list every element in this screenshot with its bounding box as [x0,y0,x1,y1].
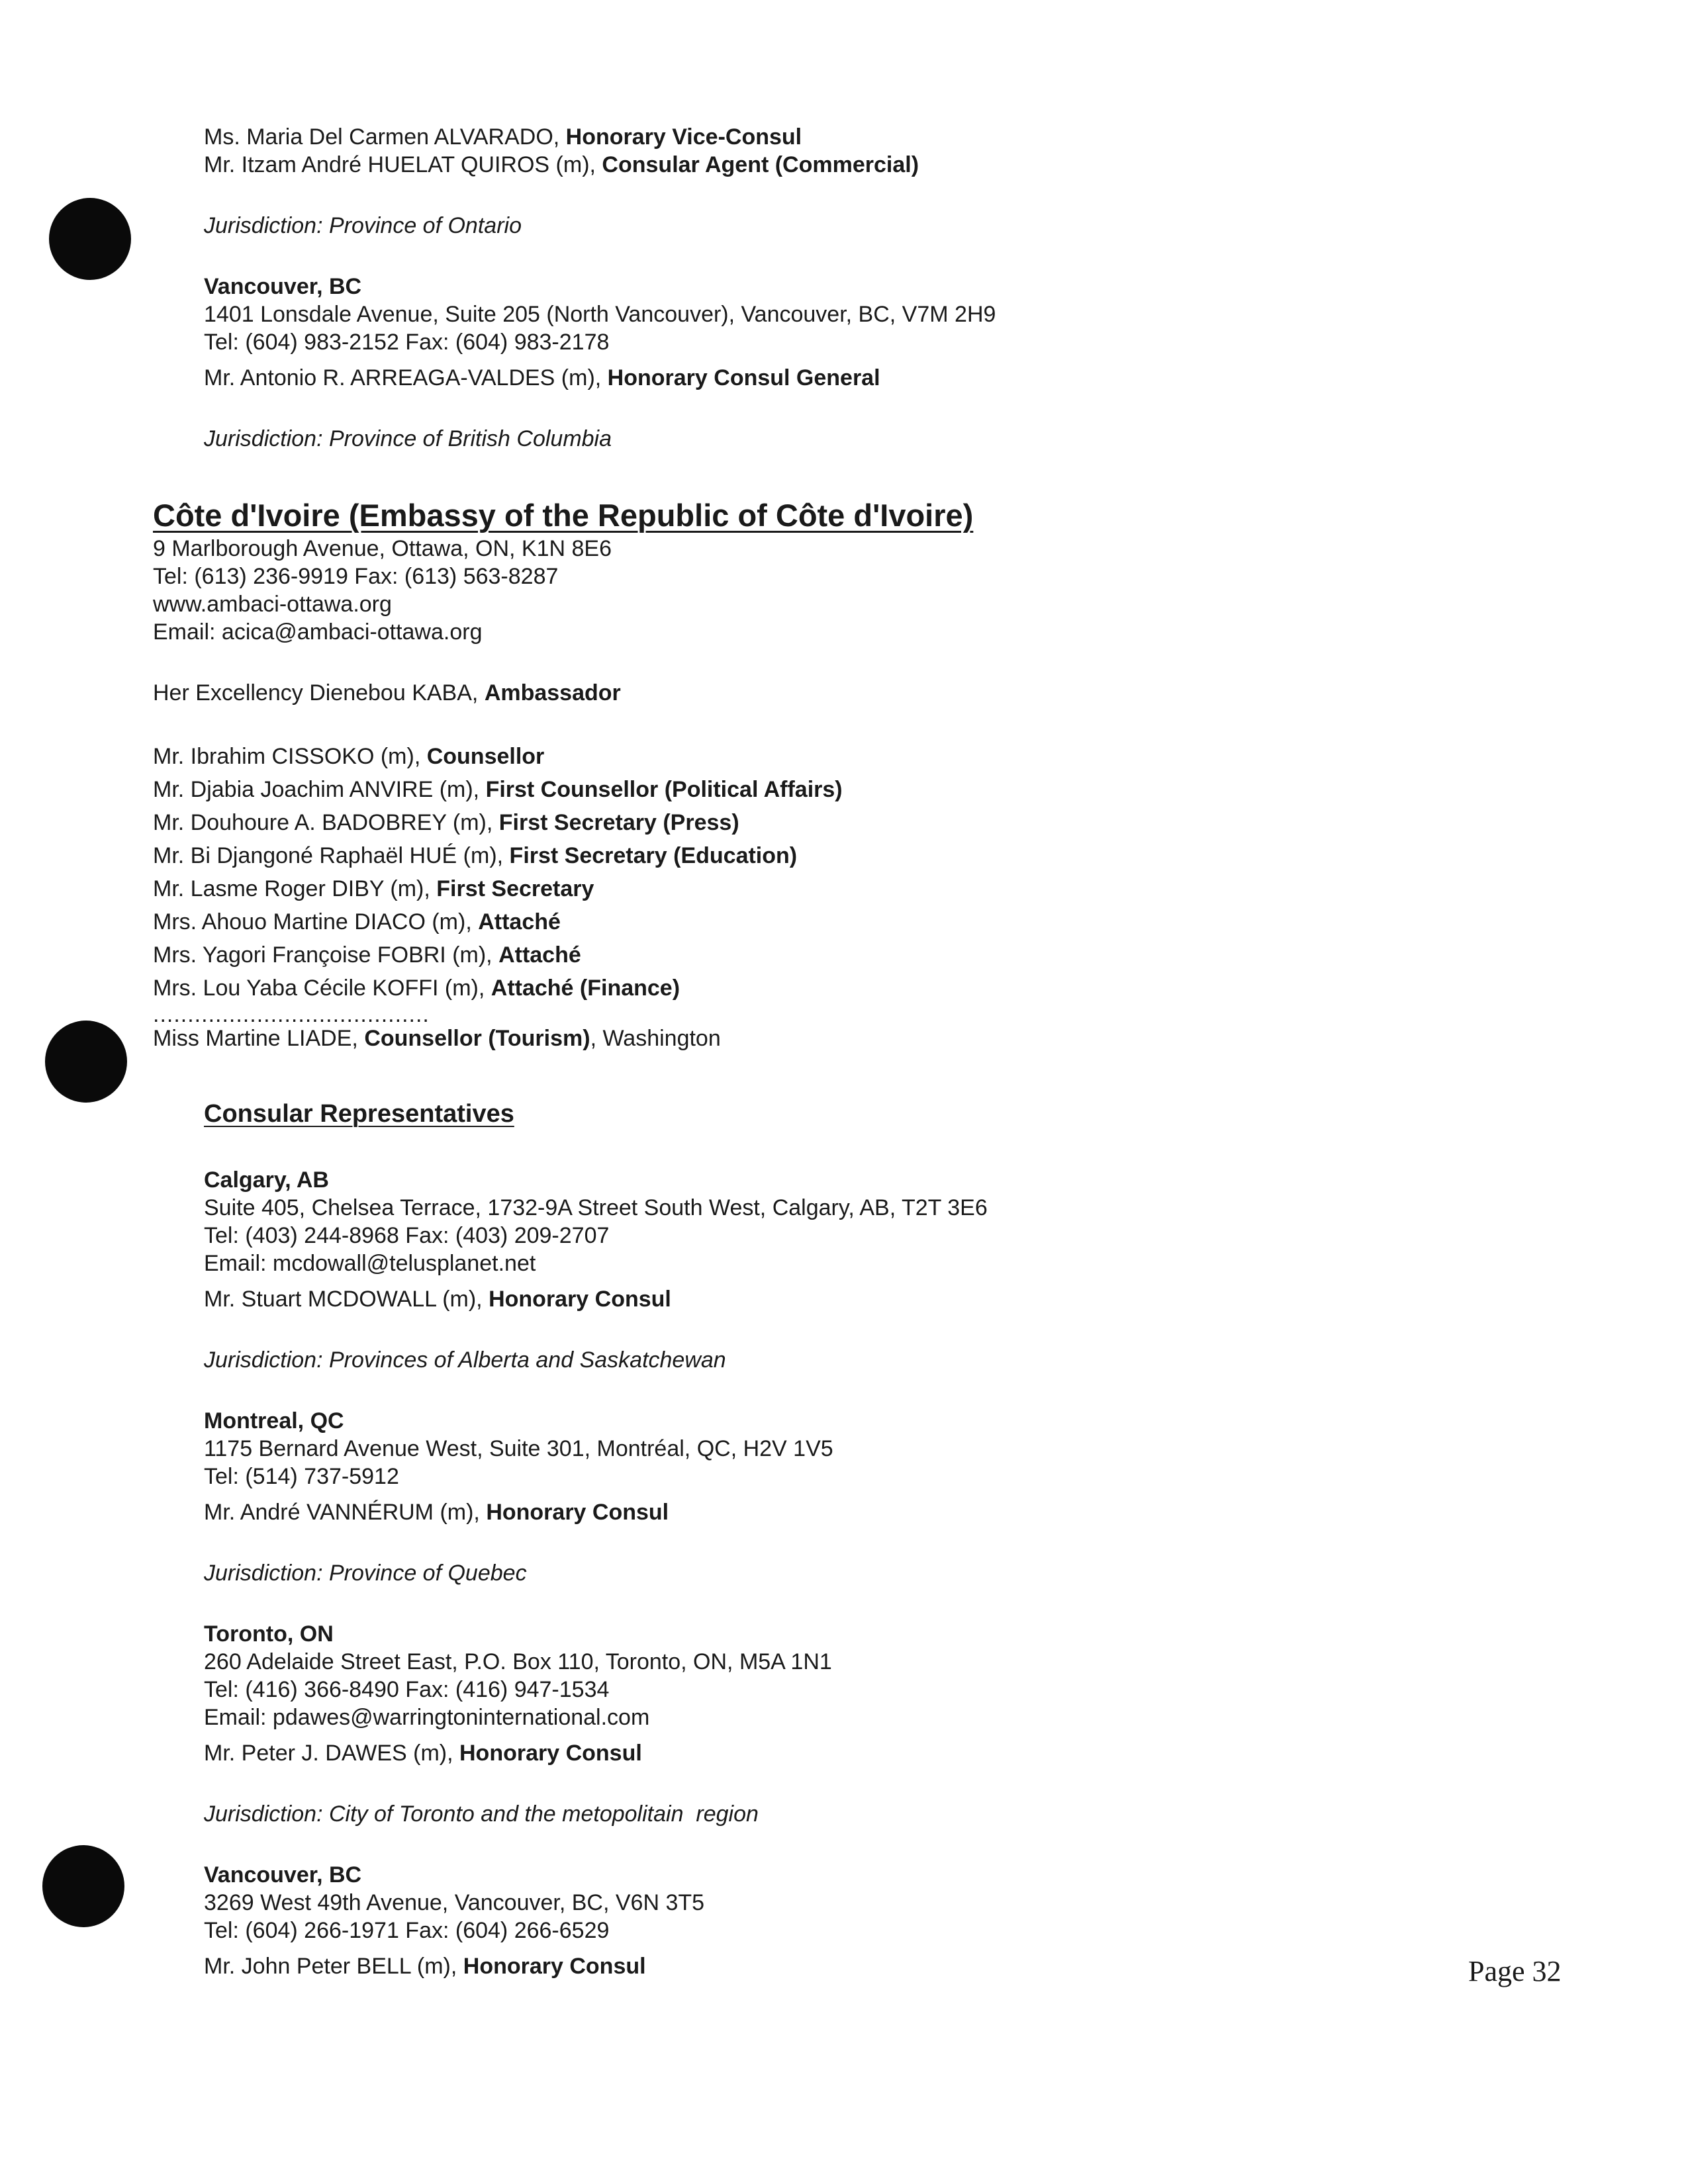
staff-entry: Mr. Bi Djangoné Raphaël HUÉ (m), First Secretary (Education) [153,843,798,868]
consulate-address: Suite 405, Chelsea Terrace, 1732-9A Street South West, Calgary, AB, T2T 3E6 [204,1195,988,1220]
consular-heading: Consular Representatives [204,1100,514,1128]
embassy-phone: Tel: (613) 236-9919 Fax: (613) 563-8287 [153,564,559,589]
punch-hole-icon [42,1845,124,1927]
country-heading: Côte d'Ivoire (Embassy of the Republic of Côte d'Ivoire) [153,498,974,533]
punch-hole-icon [45,1021,127,1103]
jurisdiction: Jurisdiction: Provinces of Alberta and Saskatchewan [204,1347,726,1373]
consulate-city: Calgary, AB [204,1167,329,1193]
consulate-email: Email: mcdowall@telusplanet.net [204,1251,536,1276]
staff-entry: Mr. Djabia Joachim ANVIRE (m), First Counsellor (Political Affairs) [153,777,843,802]
staff-entry: Ms. Maria Del Carmen ALVARADO, Honorary Vice-Consul [204,124,802,150]
embassy-address: 9 Marlborough Avenue, Ottawa, ON, K1N 8E6 [153,536,612,561]
consulate-city: Vancouver, BC [204,274,362,299]
consul-entry: Mr. John Peter BELL (m), Honorary Consul [204,1954,646,1979]
consulate-city: Toronto, ON [204,1621,334,1647]
staff-entry: Mr. Lasme Roger DIBY (m), First Secretary [153,876,594,901]
staff-entry: Mrs. Lou Yaba Cécile KOFFI (m), Attaché (Finance) [153,976,680,1001]
staff-entry: Mrs. Ahouo Martine DIACO (m), Attaché [153,909,561,934]
consulate-address: 260 Adelaide Street East, P.O. Box 110, Toronto, ON, M5A 1N1 [204,1649,832,1674]
consulate-address: 3269 West 49th Avenue, Vancouver, BC, V6N 3T5 [204,1890,705,1915]
embassy-website: www.ambaci-ottawa.org [153,592,392,617]
jurisdiction: Jurisdiction: City of Toronto and the metopolitain region [204,1801,759,1827]
consul-entry: Mr. Stuart MCDOWALL (m), Honorary Consul [204,1287,671,1312]
consul-entry: Mr. Antonio R. ARREAGA-VALDES (m), Honorary Consul General [204,365,880,390]
consulate-city: Vancouver, BC [204,1862,362,1888]
consulate-phone: Tel: (403) 244-8968 Fax: (403) 209-2707 [204,1223,610,1248]
jurisdiction: Jurisdiction: Province of Quebec [204,1561,527,1586]
consulate-phone: Tel: (514) 737-5912 [204,1464,399,1489]
jurisdiction: Jurisdiction: Province of British Columbia [204,426,612,451]
consulate-phone: Tel: (604) 983-2152 Fax: (604) 983-2178 [204,330,610,355]
head-of-mission: Her Excellency Dienebou KABA, Ambassador [153,680,621,705]
consulate-city: Montreal, QC [204,1408,344,1433]
staff-entry: Mrs. Yagori Françoise FOBRI (m), Attaché [153,942,581,968]
consulate-address: 1401 Lonsdale Avenue, Suite 205 (North Vancouver), Vancouver, BC, V7M 2H9 [204,302,996,327]
consul-entry: Mr. Peter J. DAWES (m), Honorary Consul [204,1741,642,1766]
jurisdiction: Jurisdiction: Province of Ontario [204,213,522,238]
consulate-address: 1175 Bernard Avenue West, Suite 301, Montréal, QC, H2V 1V5 [204,1436,833,1461]
embassy-email: Email: acica@ambaci-ottawa.org [153,619,483,645]
staff-entry: Mr. Douhoure A. BADOBREY (m), First Secretary (Press) [153,810,739,835]
previous-country-continuation [204,123,996,453]
separator-dots: ........................................ [153,1002,430,1027]
consulate-phone: Tel: (604) 266-1971 Fax: (604) 266-6529 [204,1918,610,1943]
consul-entry: Mr. André VANNÉRUM (m), Honorary Consul [204,1500,669,1525]
punch-hole-icon [49,198,131,280]
consulate-email: Email: pdawes@warringtoninternational.com [204,1705,650,1730]
embassy-section [153,496,973,1052]
staff-entry: Mr. Itzam André HUELAT QUIROS (m), Consular Agent (Commercial) [204,152,919,177]
consulate-phone: Tel: (416) 366-8490 Fax: (416) 947-1534 [204,1677,610,1702]
consular-section [204,1099,988,1980]
nonresident-entry: Miss Martine LIADE, Counsellor (Tourism), Washington [153,1026,721,1051]
staff-entry: Mr. Ibrahim CISSOKO (m), Counsellor [153,744,545,769]
page-number: Page 32 [1468,1955,1562,1987]
